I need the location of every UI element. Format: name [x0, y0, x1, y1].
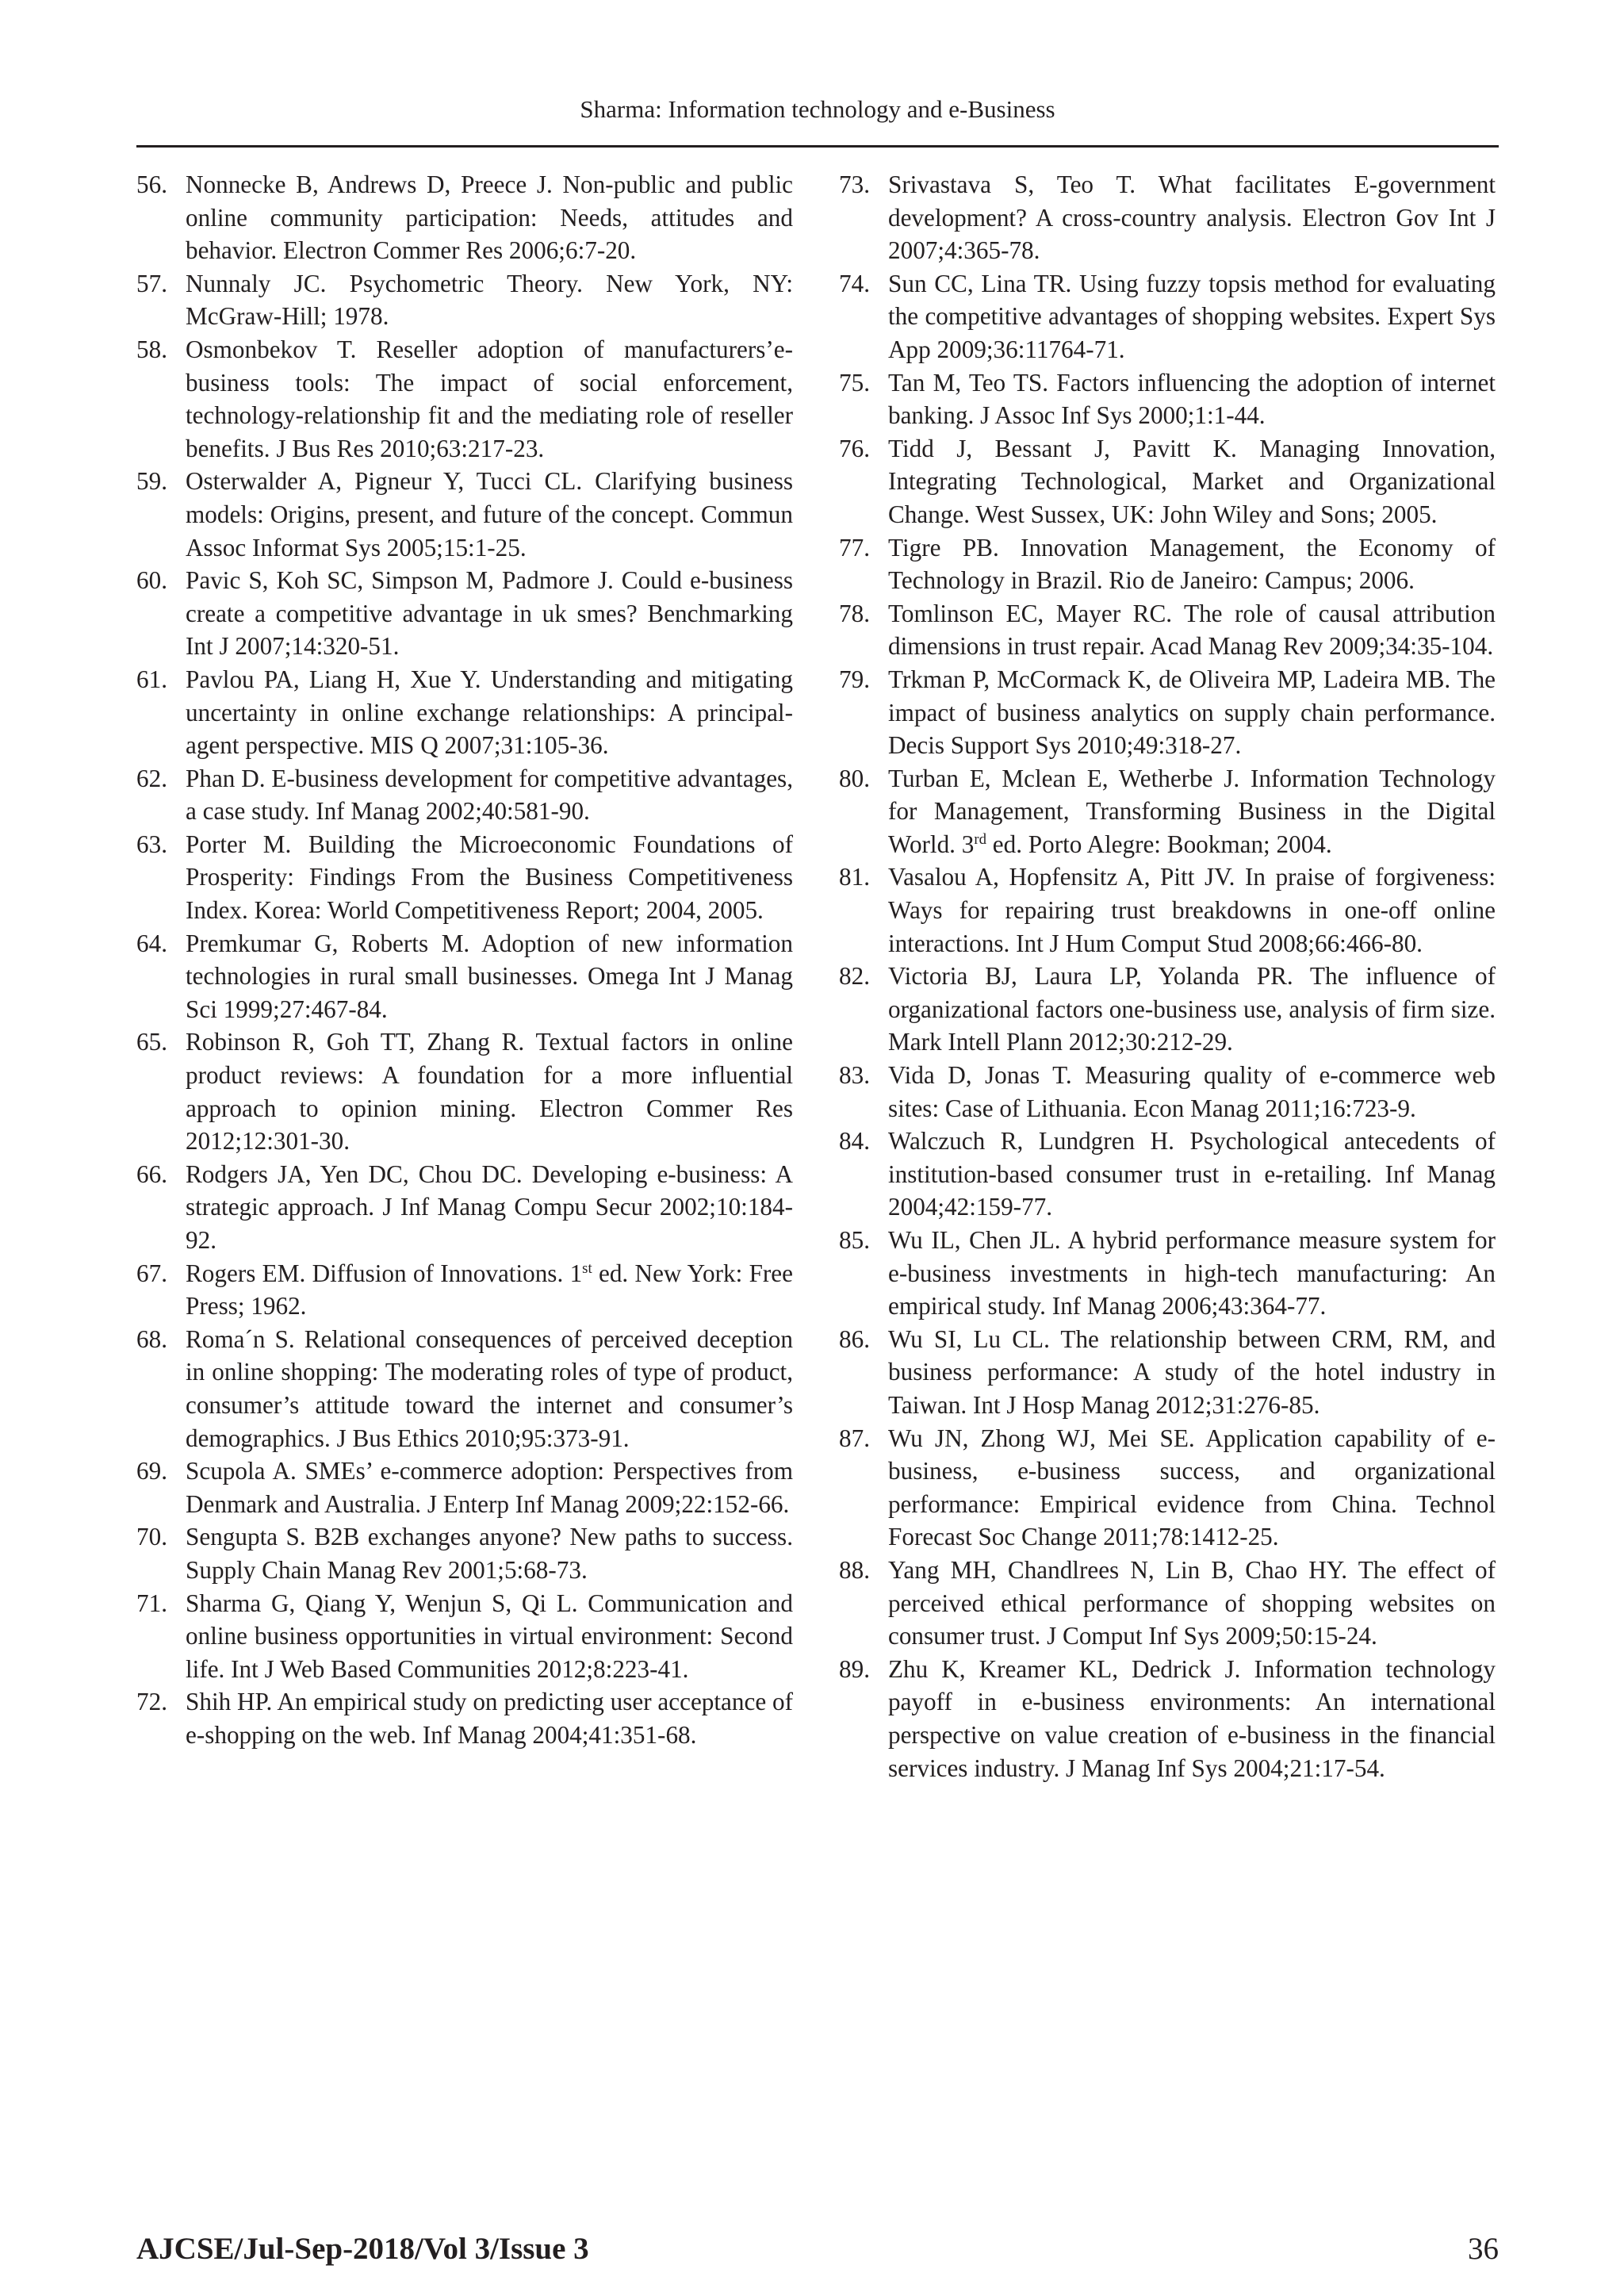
- reference-text: Vida D, Jonas T. Measuring quality of e-commerce web sites: Case of Lithuania. Econ Manag 2011;16:723-9.: [888, 1061, 1496, 1122]
- reference-number: 88.: [839, 1555, 870, 1584]
- reference-text: [186, 1259, 793, 1320]
- reference-text: Pavic S, Koh SC, Simpson M, Padmore J. Could e-business create a competitive advantage in uk smes? Benchmarking Int J 2007;14:320-51.: [186, 566, 793, 661]
- running-header: Sharma: Information technology and e-Business: [580, 95, 1055, 123]
- reference-number: 80.: [839, 764, 870, 792]
- reference-item: [136, 1257, 793, 1323]
- reference-number: 74.: [839, 269, 870, 297]
- reference-item: [839, 1125, 1496, 1224]
- reference-list-left: [136, 168, 793, 1752]
- reference-number: 85.: [839, 1226, 870, 1254]
- reference-item: [136, 1685, 793, 1751]
- journal-citation: AJCSE/Jul-Sep-2018/Vol 3/Issue 3: [136, 2232, 589, 2266]
- reference-number: 67.: [136, 1259, 167, 1287]
- reference-number: 71.: [136, 1589, 167, 1617]
- reference-number: 78.: [839, 599, 870, 627]
- reference-text: Wu IL, Chen JL. A hybrid performance measure system for e-business investments in high-tech manufacturing: An empirical study. Inf Manag 2006;43:364-77.: [888, 1226, 1496, 1320]
- reference-text: Yang MH, Chandlrees N, Lin B, Chao HY. The effect of perceived ethical performance of shopping websites on consumer trust. J Comput Inf Sys 2009;50:15-24.: [888, 1555, 1496, 1650]
- reference-number: 63.: [136, 830, 167, 858]
- reference-number: 86.: [839, 1324, 870, 1353]
- reference-number: 83.: [839, 1061, 870, 1090]
- reference-text-part: ed. New York: Free Press; 1962.: [186, 1259, 793, 1320]
- reference-item: [136, 927, 793, 1026]
- reference-text: Robinson R, Goh TT, Zhang R. Textual factors in online product reviews: A foundation for a more influential approach to opinion mining. Electron Commer Res 2012;12:301-30.: [186, 1028, 793, 1156]
- reference-item: [839, 960, 1496, 1059]
- reference-item: [136, 1158, 793, 1257]
- reference-item: [839, 1653, 1496, 1784]
- reference-text: Shih HP. An empirical study on predicting user acceptance of e-shopping on the web. Inf Manag 2004;41:351-68.: [186, 1688, 793, 1749]
- reference-text-part: ed. Porto Alegre: Bookman; 2004.: [986, 830, 1332, 858]
- reference-text: Sengupta S. B2B exchanges anyone? New paths to success. Supply Chain Manag Rev 2001;5:68-73.: [186, 1523, 793, 1584]
- reference-text: Trkman P, McCormack K, de Oliveira MP, Ladeira MB. The impact of business analytics on supply chain performance. Decis Support Sys 2010;49:318-27.: [888, 665, 1496, 760]
- reference-text: Sun CC, Lina TR. Using fuzzy topsis method for evaluating the competitive advantages of shopping websites. Expert Sys App 2009;36:11764-71.: [888, 269, 1496, 363]
- reference-item: [136, 1455, 793, 1520]
- reference-number: 68.: [136, 1324, 167, 1353]
- reference-number: 58.: [136, 335, 167, 363]
- ordinal-superscript: st: [582, 1259, 592, 1277]
- reference-number: 62.: [136, 764, 167, 792]
- reference-text: Nunnaly JC. Psychometric Theory. New York, NY: McGraw-Hill; 1978.: [186, 269, 793, 331]
- reference-item: [839, 861, 1496, 960]
- reference-number: 60.: [136, 566, 167, 595]
- reference-text: Phan D. E-business development for competitive advantages, a case study. Inf Manag 2002;40:581-90.: [186, 764, 793, 826]
- reference-text: Scupola A. SMEs’ e-commerce adoption: Perspectives from Denmark and Australia. J Enterp Inf Manag 2009;22:152-66.: [186, 1457, 793, 1518]
- reference-text: Vasalou A, Hopfensitz A, Pitt JV. In praise of forgiveness: Ways for repairing trust breakdowns in one-off online interactions. Int J Hum Comput Stud 2008;66:466-80.: [888, 863, 1496, 957]
- reference-text: Srivastava S, Teo T. What facilitates E-government development? A cross-country analysis. Electron Gov Int J 2007;4:365-78.: [888, 171, 1496, 265]
- reference-item: [839, 1554, 1496, 1653]
- page-footer: [136, 2229, 1499, 2270]
- reference-item: [136, 762, 793, 828]
- reference-item: [136, 663, 793, 762]
- reference-number: 89.: [839, 1654, 870, 1683]
- reference-item: [839, 1059, 1496, 1125]
- reference-item: [136, 1025, 793, 1157]
- reference-text: Wu SI, Lu CL. The relationship between CRM, RM, and business performance: A study of the hotel industry in Taiwan. Int J Hosp Manag 2012;31:276-85.: [888, 1324, 1496, 1419]
- reference-text-part: Rogers EM. Diffusion of Innovations. 1: [186, 1259, 583, 1287]
- reference-text: Walczuch R, Lundgren H. Psychological antecedents of institution-based consumer trust in e-retailing. Inf Manag 2004;42:159-77.: [888, 1127, 1496, 1221]
- reference-text: Premkumar G, Roberts M. Adoption of new information technologies in rural small businesses. Omega Int J Manag Sci 1999;27:467-84.: [186, 929, 793, 1023]
- reference-number: 64.: [136, 929, 167, 957]
- reference-item: [839, 267, 1496, 366]
- reference-item: [839, 168, 1496, 267]
- reference-item: [839, 1422, 1496, 1554]
- reference-number: 65.: [136, 1028, 167, 1056]
- reference-text: Osmonbekov T. Reseller adoption of manufacturers’e-business tools: The impact of social enforcement, technology-relationship fit and the mediating role of reseller benefits. J Bus Res 2010;63:217-23.: [186, 335, 793, 462]
- reference-text: Tidd J, Bessant J, Pavitt K. Managing Innovation, Integrating Technological, Market and Organizational Change. West Sussex, UK: John Wiley and Sons; 2005.: [888, 434, 1496, 528]
- reference-number: 75.: [839, 368, 870, 397]
- reference-text: [888, 765, 1496, 858]
- reference-text: Nonnecke B, Andrews D, Preece J. Non-public and public online community participation: Needs, attitudes and behavior. Electron Commer Res 2006;6:7-20.: [186, 171, 793, 265]
- reference-number: 57.: [136, 269, 167, 297]
- reference-item: [839, 531, 1496, 597]
- reference-number: 70.: [136, 1523, 167, 1551]
- reference-text: Sharma G, Qiang Y, Wenjun S, Qi L. Communication and online business opportunities in virtual environment: Second life. Int J Web Based Communities 2012;8:223-41.: [186, 1589, 793, 1683]
- reference-number: 73.: [839, 171, 870, 198]
- reference-item: [839, 663, 1496, 762]
- reference-number: 69.: [136, 1457, 167, 1485]
- reference-item: [839, 1224, 1496, 1323]
- reference-number: 84.: [839, 1127, 870, 1156]
- reference-item: [136, 168, 793, 267]
- reference-item: [839, 366, 1496, 432]
- page-number: 36: [1468, 2232, 1499, 2266]
- reference-text: Zhu K, Kreamer KL, Dedrick J. Information technology payoff in e-business environments: An international perspective on value creation of e-business in the financial services industry. J Manag Inf Sys 2004;21:17-54.: [888, 1654, 1496, 1782]
- reference-text: Victoria BJ, Laura LP, Yolanda PR. The influence of organizational factors one-business use, analysis of firm size. Mark Intell Plann 2012;30:212-29.: [888, 962, 1496, 1056]
- reference-text: Pavlou PA, Liang H, Xue Y. Understanding and mitigating uncertainty in online exchange relationships: A principal-agent perspective. MIS Q 2007;31:105-36.: [186, 665, 793, 760]
- reference-text: Osterwalder A, Pigneur Y, Tucci CL. Clarifying business models: Origins, present, and future of the concept. Commun Assoc Informat Sys 2005;15:1-25.: [186, 467, 793, 562]
- reference-number: 76.: [839, 434, 870, 462]
- reference-number: 82.: [839, 962, 870, 991]
- reference-number: 87.: [839, 1424, 870, 1452]
- reference-item: [839, 432, 1496, 531]
- reference-item: [136, 267, 793, 333]
- reference-item: [839, 597, 1496, 663]
- reference-item: [839, 1323, 1496, 1422]
- reference-item: [136, 1520, 793, 1586]
- reference-number: 56.: [136, 171, 167, 198]
- reference-item: [136, 1587, 793, 1686]
- reference-text: Roma´n S. Relational consequences of perceived deception in online shopping: The moderating roles of type of product, consumer’s attitude toward the internet and consumer’s demographics. J Bus Ethics 2010;95:373-91.: [186, 1324, 793, 1452]
- reference-item: [136, 465, 793, 564]
- reference-text: Porter M. Building the Microeconomic Foundations of Prosperity: Findings From the Business Competitiveness Index. Korea: World Competitiveness Report; 2004, 2005.: [186, 830, 793, 925]
- reference-text-part: Turban E, Mclean E, Wetherbe J. Information Technology for Management, Transforming Business in the Digital World. 3: [888, 764, 1496, 858]
- reference-number: 77.: [839, 533, 870, 562]
- header-divider: [136, 145, 1499, 148]
- reference-number: 61.: [136, 665, 167, 693]
- reference-text: Tomlinson EC, Mayer RC. The role of causal attribution dimensions in trust repair. Acad Manag Rev 2009;34:35-104.: [888, 599, 1496, 661]
- reference-text: Rodgers JA, Yen DC, Chou DC. Developing e-business: A strategic approach. J Inf Manag Compu Secur 2002;10:184-92.: [186, 1159, 793, 1254]
- reference-item: [136, 828, 793, 927]
- reference-number: 72.: [136, 1688, 167, 1716]
- reference-number: 79.: [839, 665, 870, 693]
- reference-text: Wu JN, Zhong WJ, Mei SE. Application capability of e-business, e-business success, and organizational performance: Empirical evidence from China. Technol Forecast Soc Change 2011;78:1412-25.: [888, 1424, 1496, 1551]
- reference-item: [136, 1323, 793, 1455]
- reference-text: Tan M, Teo TS. Factors influencing the adoption of internet banking. J Assoc Inf Sys 2000;1:1-44.: [888, 368, 1496, 430]
- reference-item: [136, 564, 793, 663]
- reference-number: 59.: [136, 467, 167, 496]
- reference-item: [839, 762, 1496, 861]
- reference-list-right: [839, 168, 1496, 1784]
- reference-text: Tigre PB. Innovation Management, the Economy of Technology in Brazil. Rio de Janeiro: Campus; 2006.: [888, 533, 1496, 595]
- ordinal-superscript: rd: [974, 830, 986, 848]
- reference-number: 81.: [839, 863, 870, 891]
- reference-number: 66.: [136, 1159, 167, 1188]
- reference-item: [136, 333, 793, 465]
